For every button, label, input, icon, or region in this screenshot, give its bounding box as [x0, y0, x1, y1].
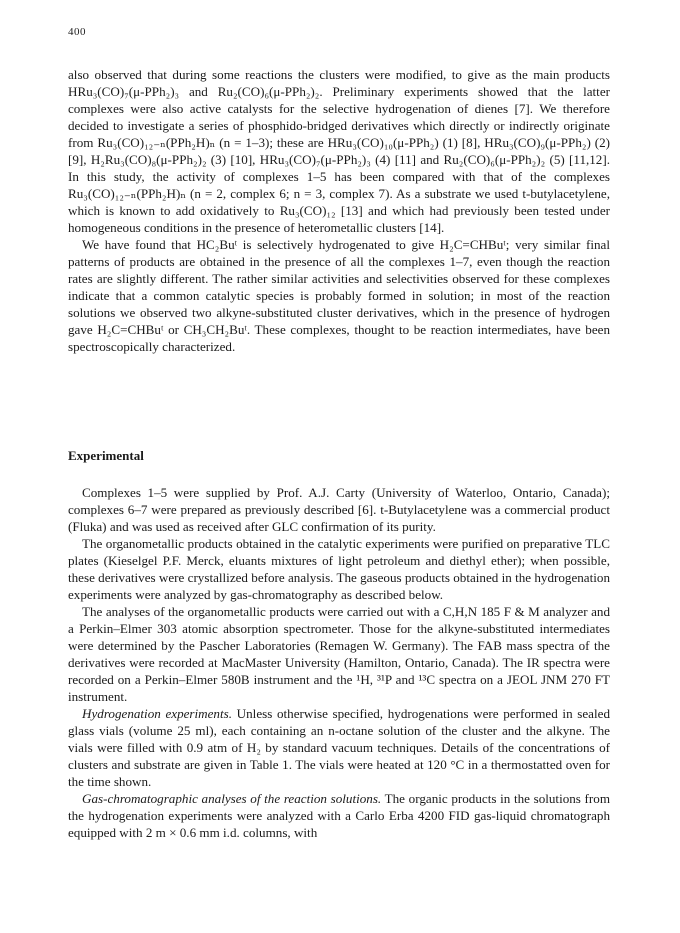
paragraph [68, 705, 610, 790]
page-number: 400 [68, 26, 86, 38]
paragraph [68, 790, 610, 841]
paragraph: We have found that HC₂Buᵗ is selectively hydrogenated to give H₂C=CHBuᵗ; very similar final patterns of products are obtained in the presence of all the complexes 1–7, even though the reaction rates are slightly different. The rather similar activities and selectivities observed for these complexes indicate that a common catalytic species is probably formed in solution; in most of the reaction solutions we observed two alkyne-substituted cluster derivatives, which in the presence of hydrogen gave H₂C=CHBuᵗ or CH₃CH₂Buᵗ. These complexes, thought to be reaction intermediates, have been spectroscopically characterized. [68, 237, 610, 354]
paragraph: also observed that during some reactions the clusters were modified, to give as the main products HRu₃(CO)₇(μ-PPh₂)₃ and Ru₂(CO)₆(μ-PPh₂)₂. Preliminary experiments showed that the latter complexes were also active catalysts for the selective hydrogenation of dienes [7]. We therefore decided to investigate a series of phosphido-bridged derivatives which directly or indirectly originate from Ru₃(CO)₁₂₋ₙ(PPh₂H)ₙ (n = 1–3); these are HRu₃(CO)₁₀(μ-PPh₂) (1) [8], HRu₃(CO)₉(μ-PPh₂) (2) [9], H₂Ru₃(CO)₈(μ-PPh₂)₂ (3) [10], HRu₃(CO)₇(μ-PPh₂)₃ (4) [11] and Ru₂(CO)₆(μ-PPh₂)₂ (5) [11,12]. In this study, the activity of complexes 1–5 has been compared with that of the complexes Ru₃(CO)₁₂₋ₙ(PPh₂H)ₙ (n = 2, complex 6; n = 3, complex 7). As a substrate we used t-butylacetylene, which is known to add oxidatively to Ru₃(CO)₁₂ [13] and which had previously been tested under homogeneous conditions in the presence of heterometallic clusters [14]. [68, 67, 610, 235]
runin-heading: Gas-chromatographic analyses of the reaction solutions. [82, 791, 382, 806]
paragraph: The organometallic products obtained in the catalytic experiments were purified on preparative TLC plates (Kieselgel P.F. Merck, eluants mixtures of light petroleum and diethyl ether); when possible, these derivatives were crystallized before analysis. The gaseous products obtained in the hydrogenation experiments were analyzed by gas-chromatography as described below. [68, 536, 610, 602]
section-heading: Experimental [68, 448, 144, 463]
paragraph: Complexes 1–5 were supplied by Prof. A.J. Carty (University of Waterloo, Ontario, Canada); complexes 6–7 were prepared as previously described [6]. t-Butylacetylene was a commercial product (Fluka) and was used as received after GLC confirmation of its purity. [68, 485, 610, 534]
paragraph-body: Unless otherwise specified, hydrogenations were performed in sealed glass vials (volume 25 ml), each containing an n-octane solution of the cluster and the alkyne. The vials were filled with 0.9 atm of H₂ by standard vacuum techniques. Details of the concentrations of clusters and substrate are given in Table 1. The vials were heated at 120 °C in a thermostatted oven for the time shown. [68, 706, 610, 789]
runin-heading: Hydrogenation experiments. [82, 706, 232, 721]
paragraph-body: The organic products in the solutions from the hydrogenation experiments were analyzed with a Carlo Erba 4200 FID gas-liquid chromatograph equipped with 2 m × 0.6 mm i.d. columns, with [68, 791, 611, 840]
intro-section [68, 66, 610, 355]
paragraph: The analyses of the organometallic products were carried out with a C,H,N 185 F & M analyzer and a Perkin–Elmer 303 atomic absorption spectrometer. Those for the alkyne-substituted intermediates were determined by the Pascher Laboratories (Remagen W. Germany). The FAB mass spectra of the derivatives were recorded at MacMaster University (Hamilton, Ontario, Canada). The IR spectra were recorded on a Perkin–Elmer 580B instrument and the ¹H, ³¹P and ¹³C spectra on a JEOL JNM 270 FT instrument. [68, 604, 610, 704]
experimental-section [68, 484, 610, 841]
